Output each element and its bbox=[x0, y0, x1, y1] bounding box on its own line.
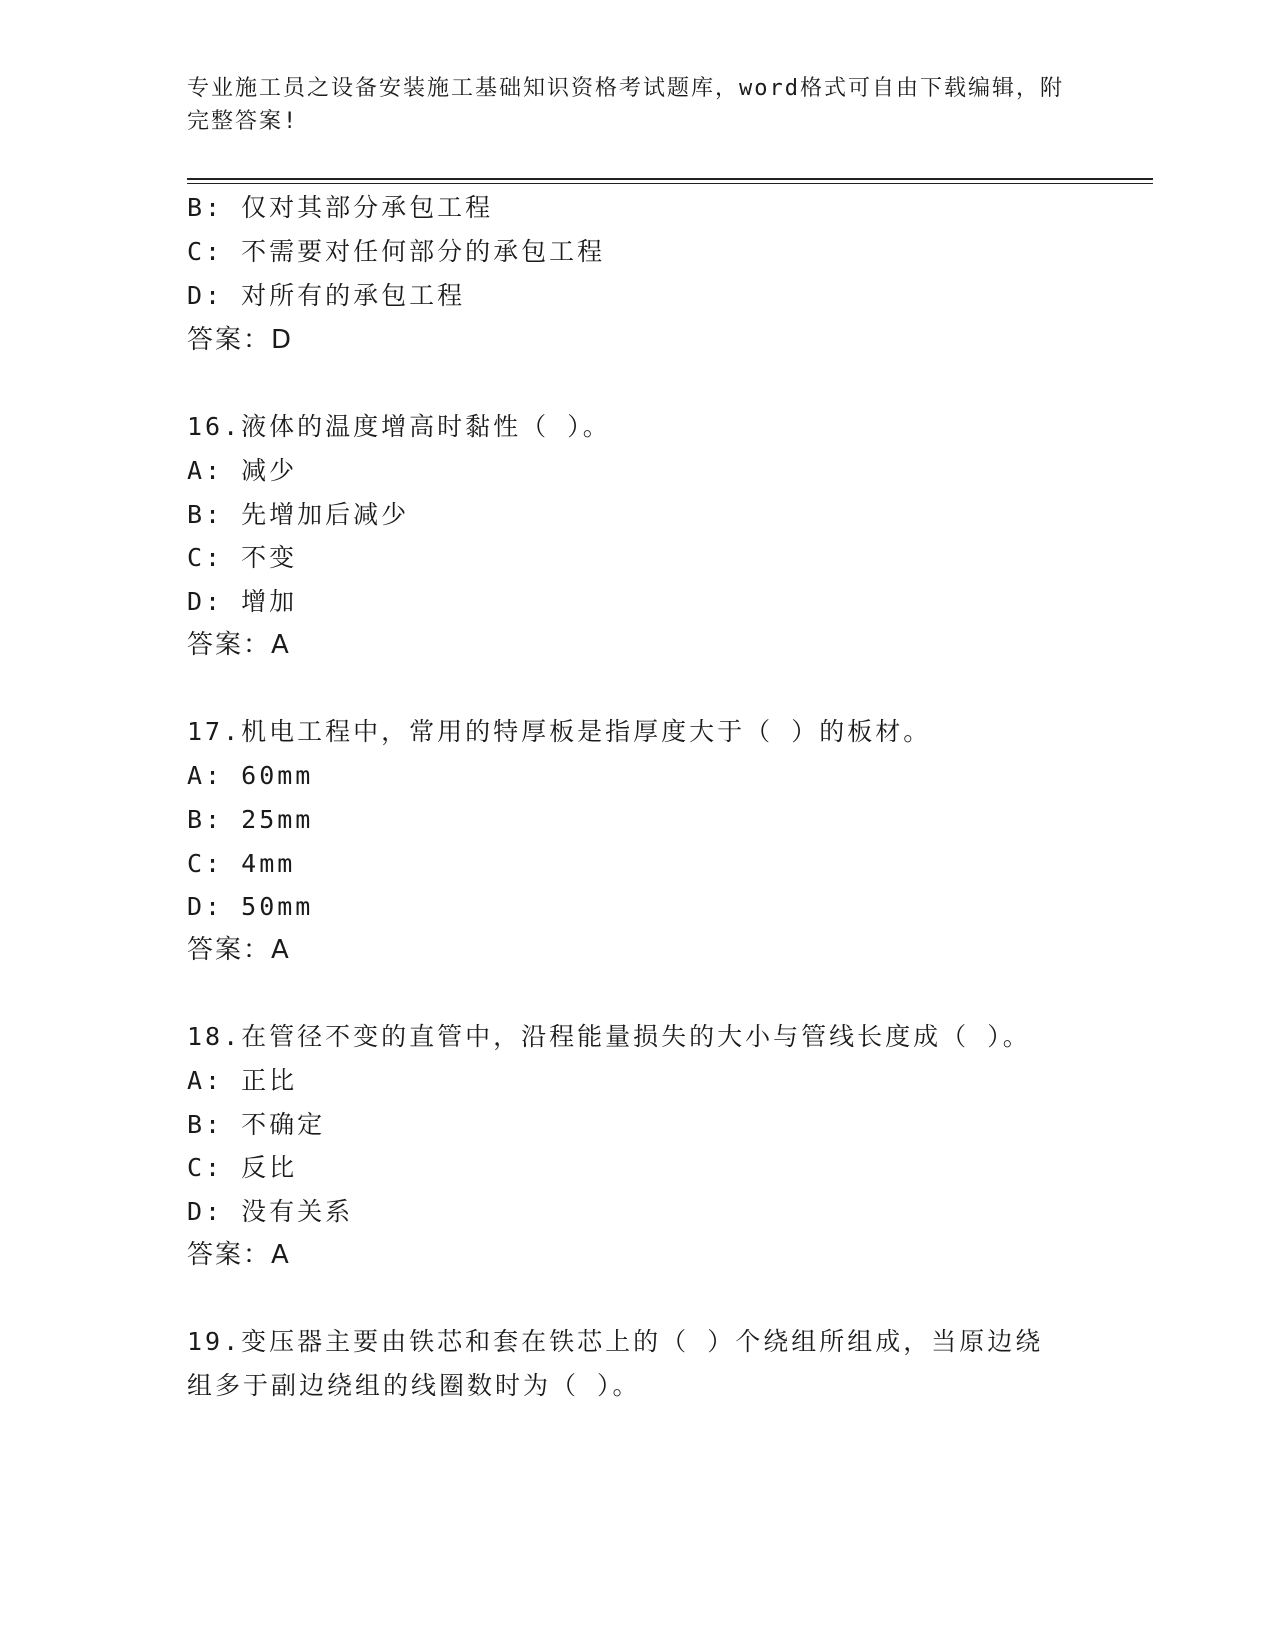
option-a: A: 减少 bbox=[187, 456, 298, 485]
header-divider-thick bbox=[187, 178, 1153, 180]
answer: 答案：A bbox=[187, 1240, 291, 1270]
option-b: B: 不确定 bbox=[187, 1110, 326, 1139]
option-d: D: 增加 bbox=[187, 587, 298, 616]
option-d: D: 没有关系 bbox=[187, 1197, 354, 1226]
answer: 答案：A bbox=[187, 935, 291, 965]
option-a: A: 60mm bbox=[187, 761, 314, 790]
option-b: B: 先增加后减少 bbox=[187, 500, 410, 529]
option-b: B: 25mm bbox=[187, 805, 314, 834]
option-d: D: 50mm bbox=[187, 892, 314, 921]
question-stem: 17.机电工程中，常用的特厚板是指厚度大于（ ）的板材。 bbox=[187, 717, 932, 746]
header-divider-thin bbox=[187, 183, 1153, 184]
question-stem-line-1: 19.变压器主要由铁芯和套在铁芯上的（ ）个绕组所组成，当原边绕 bbox=[187, 1327, 1044, 1356]
question-stem: 16.液体的温度增高时黏性（ ）。 bbox=[187, 412, 611, 441]
question-stem: 18.在管径不变的直管中，沿程能量损失的大小与管线长度成（ ）。 bbox=[187, 1022, 1031, 1051]
option-c: C: 反比 bbox=[187, 1153, 298, 1182]
header-text: 专业施工员之设备安装施工基础知识资格考试题库，word格式可自由下载编辑，附完整答案! bbox=[187, 76, 1064, 134]
option-c: C: 4mm bbox=[187, 849, 296, 878]
answer: 答案：D bbox=[187, 325, 294, 355]
option-b: B: 仅对其部分承包工程 bbox=[187, 193, 494, 222]
answer: 答案：A bbox=[187, 630, 291, 660]
option-d: D: 对所有的承包工程 bbox=[187, 281, 466, 310]
option-a: A: 正比 bbox=[187, 1066, 298, 1095]
option-c: C: 不需要对任何部分的承包工程 bbox=[187, 237, 606, 266]
question-stem-line-2: 组多于副边绕组的线圈数时为（ ）。 bbox=[187, 1371, 641, 1400]
option-c: C: 不变 bbox=[187, 543, 298, 572]
